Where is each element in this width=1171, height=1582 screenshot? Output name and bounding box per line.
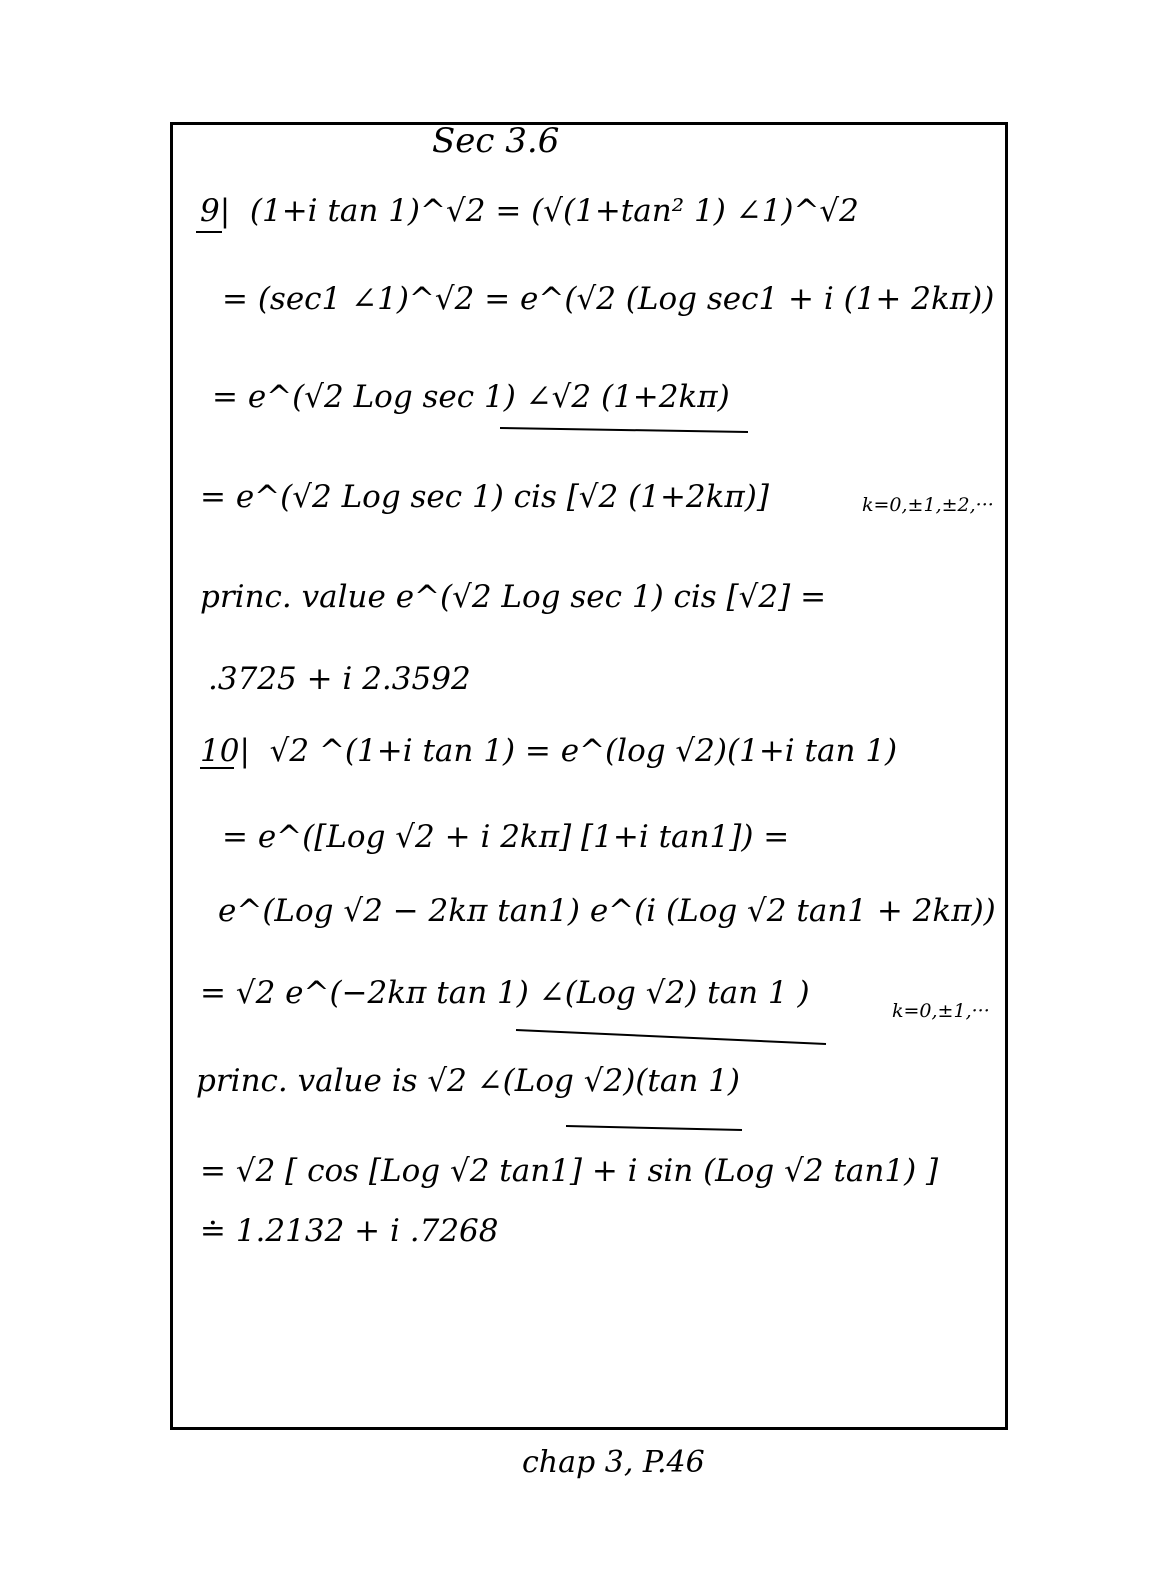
problem-9-line-3: = e^(√2 Log sec 1) ∠√2 (1+2kπ) <box>212 379 730 415</box>
problem-10-line-3: e^(Log √2 − 2kπ tan1) e^(i (Log √2 tan1 + 2kπ)) <box>218 893 996 929</box>
problem-10-line-2: = e^([Log √2 + i 2kπ] [1+i tan1]) = <box>222 819 790 855</box>
problem-9-line-2: = (sec1 ∠1)^√2 = e^(√2 (Log sec1 + i (1+ 2kπ)) <box>222 281 995 317</box>
problem-9-expression-1: (1+i tan 1)^√2 = (√(1+tan² 1) ∠1)^√2 <box>249 193 859 229</box>
problem-10-line-5: princ. value is √2 ∠(Log √2)(tan 1) <box>196 1063 740 1099</box>
section-heading: Sec 3.6 <box>432 121 560 161</box>
problem-10-expression-1: √2 ^(1+i tan 1) = e^(log √2)(1+i tan 1) <box>269 733 898 769</box>
problem-10-line-1: 10| √2 ^(1+i tan 1) = e^(log √2)(1+i tan 1) <box>200 733 898 769</box>
problem-10-k-note: k=0,±1,··· <box>892 1000 990 1022</box>
problem-9-line-5: princ. value e^(√2 Log sec 1) cis [√2] = <box>200 579 827 615</box>
problem-9-k-note: k=0,±1,±2,··· <box>862 494 994 516</box>
problem-10-result: ≐ 1.2132 + i .7268 <box>200 1213 499 1249</box>
problem-9-result: .3725 + i 2.3592 <box>208 661 471 697</box>
problem-10-number: 10 <box>200 733 240 769</box>
problem-10-angle-underline <box>516 1030 826 1044</box>
problem-9-number: 9 <box>200 193 220 229</box>
problem-9-angle-underline <box>500 428 748 432</box>
problem-10-line-6: = √2 [ cos [Log √2 tan1] + i sin (Log √2 tan1) ] <box>200 1153 939 1189</box>
problem-9-line-1: 9| (1+i tan 1)^√2 = (√(1+tan² 1) ∠1)^√2 <box>200 193 859 229</box>
problem-9-line-4: = e^(√2 Log sec 1) cis [√2 (1+2kπ)] <box>200 479 769 515</box>
page-footer: chap 3, P.46 <box>522 1445 705 1480</box>
problem-10-line-4: = √2 e^(−2kπ tan 1) ∠(Log √2) tan 1 ) <box>200 975 810 1011</box>
problem-10-princ-angle-underline <box>566 1126 742 1130</box>
